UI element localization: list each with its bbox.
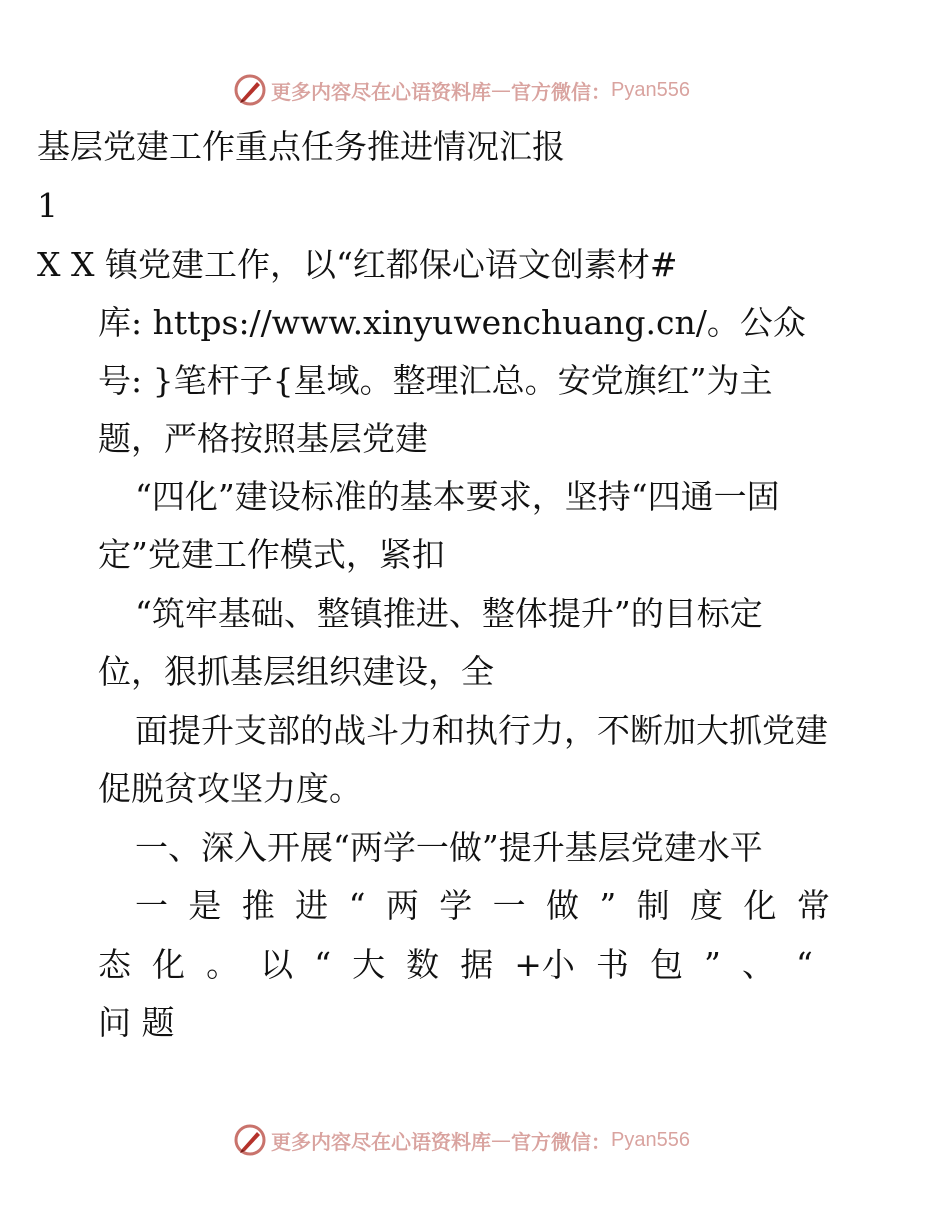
- justified-glyph: 常: [796, 886, 830, 925]
- justified-glyph: “: [314, 945, 332, 984]
- paragraph-line: 问 题: [98, 1003, 175, 1042]
- justified-glyph: “: [796, 945, 813, 984]
- justified-glyph: 化: [743, 886, 777, 925]
- section-heading: 一、深入开展“两学一做”提升基层党建水平: [135, 828, 763, 867]
- paragraph-line: 面提升支部的战斗力和执行力，不断加大抓党建: [135, 711, 828, 750]
- justified-line: [98, 936, 813, 994]
- page-number: 1: [37, 186, 58, 225]
- watermark-text: 更多内容尽在心语资料库: [271, 1129, 491, 1154]
- pen-logo-icon: [233, 1123, 267, 1157]
- justified-glyph: 推: [241, 886, 275, 925]
- justified-glyph: 是: [188, 886, 222, 925]
- paragraph-line: 定”党建工作模式，紧扣: [98, 535, 445, 574]
- watermark-footer: [233, 1120, 690, 1160]
- watermark-separator: —: [491, 78, 511, 102]
- justified-glyph: 书: [595, 945, 629, 984]
- justified-glyph: +小: [514, 945, 575, 984]
- paragraph-line: 库: https://www.xinyuwenchuang.cn/。公众: [98, 303, 806, 342]
- justified-glyph: 一: [135, 886, 168, 925]
- paragraph-line: “四化”建设标准的基本要求，坚持“四通一固: [135, 477, 780, 516]
- justified-glyph: 学: [439, 886, 473, 925]
- justified-glyph: ”: [704, 945, 721, 984]
- paragraph-line: 题，严格按照基层党建: [98, 419, 428, 458]
- pen-logo-icon: [233, 73, 267, 107]
- paragraph-line: 位，狠抓基层组织建设，全: [98, 652, 494, 691]
- justified-glyph: 包: [650, 945, 683, 984]
- watermark-header: [233, 70, 690, 110]
- watermark-handle: Pyan556: [611, 1128, 690, 1151]
- justified-glyph: 制: [636, 886, 670, 925]
- justified-glyph: 做: [546, 886, 579, 925]
- justified-glyph: 、: [741, 945, 775, 984]
- justified-glyph: 一: [492, 886, 526, 925]
- justified-glyph: 据: [460, 945, 494, 984]
- paragraph-line: 号: }笔杆子{星域。整理汇总。安党旗红”为主: [98, 361, 773, 400]
- justified-glyph: 以: [260, 945, 294, 984]
- justified-glyph: 度: [690, 886, 724, 925]
- watermark-text: 更多内容尽在心语资料库: [271, 79, 491, 104]
- justified-glyph: 进: [295, 886, 329, 925]
- justified-glyph: “: [348, 886, 366, 925]
- document-title: 基层党建工作重点任务推进情况汇报: [37, 127, 565, 166]
- justified-glyph: 两: [385, 886, 419, 925]
- watermark-separator: —: [491, 1128, 511, 1152]
- justified-glyph: 数: [406, 945, 440, 984]
- justified-glyph: 化: [152, 945, 186, 984]
- justified-line: [135, 877, 830, 935]
- justified-glyph: 大: [352, 945, 386, 984]
- watermark-label: 官方微信：: [511, 1129, 611, 1154]
- paragraph-line: X X 镇党建工作，以“红都保心语文创素材#: [37, 245, 678, 284]
- justified-glyph: 态: [98, 945, 131, 984]
- watermark-label: 官方微信：: [511, 79, 611, 104]
- paragraph-line: “筑牢基础、整镇推进、整体提升”的目标定: [135, 594, 763, 633]
- justified-glyph: 。: [206, 945, 240, 984]
- justified-glyph: ”: [599, 886, 617, 925]
- paragraph-line: 促脱贫攻坚力度。: [98, 769, 362, 808]
- watermark-handle: Pyan556: [611, 78, 690, 101]
